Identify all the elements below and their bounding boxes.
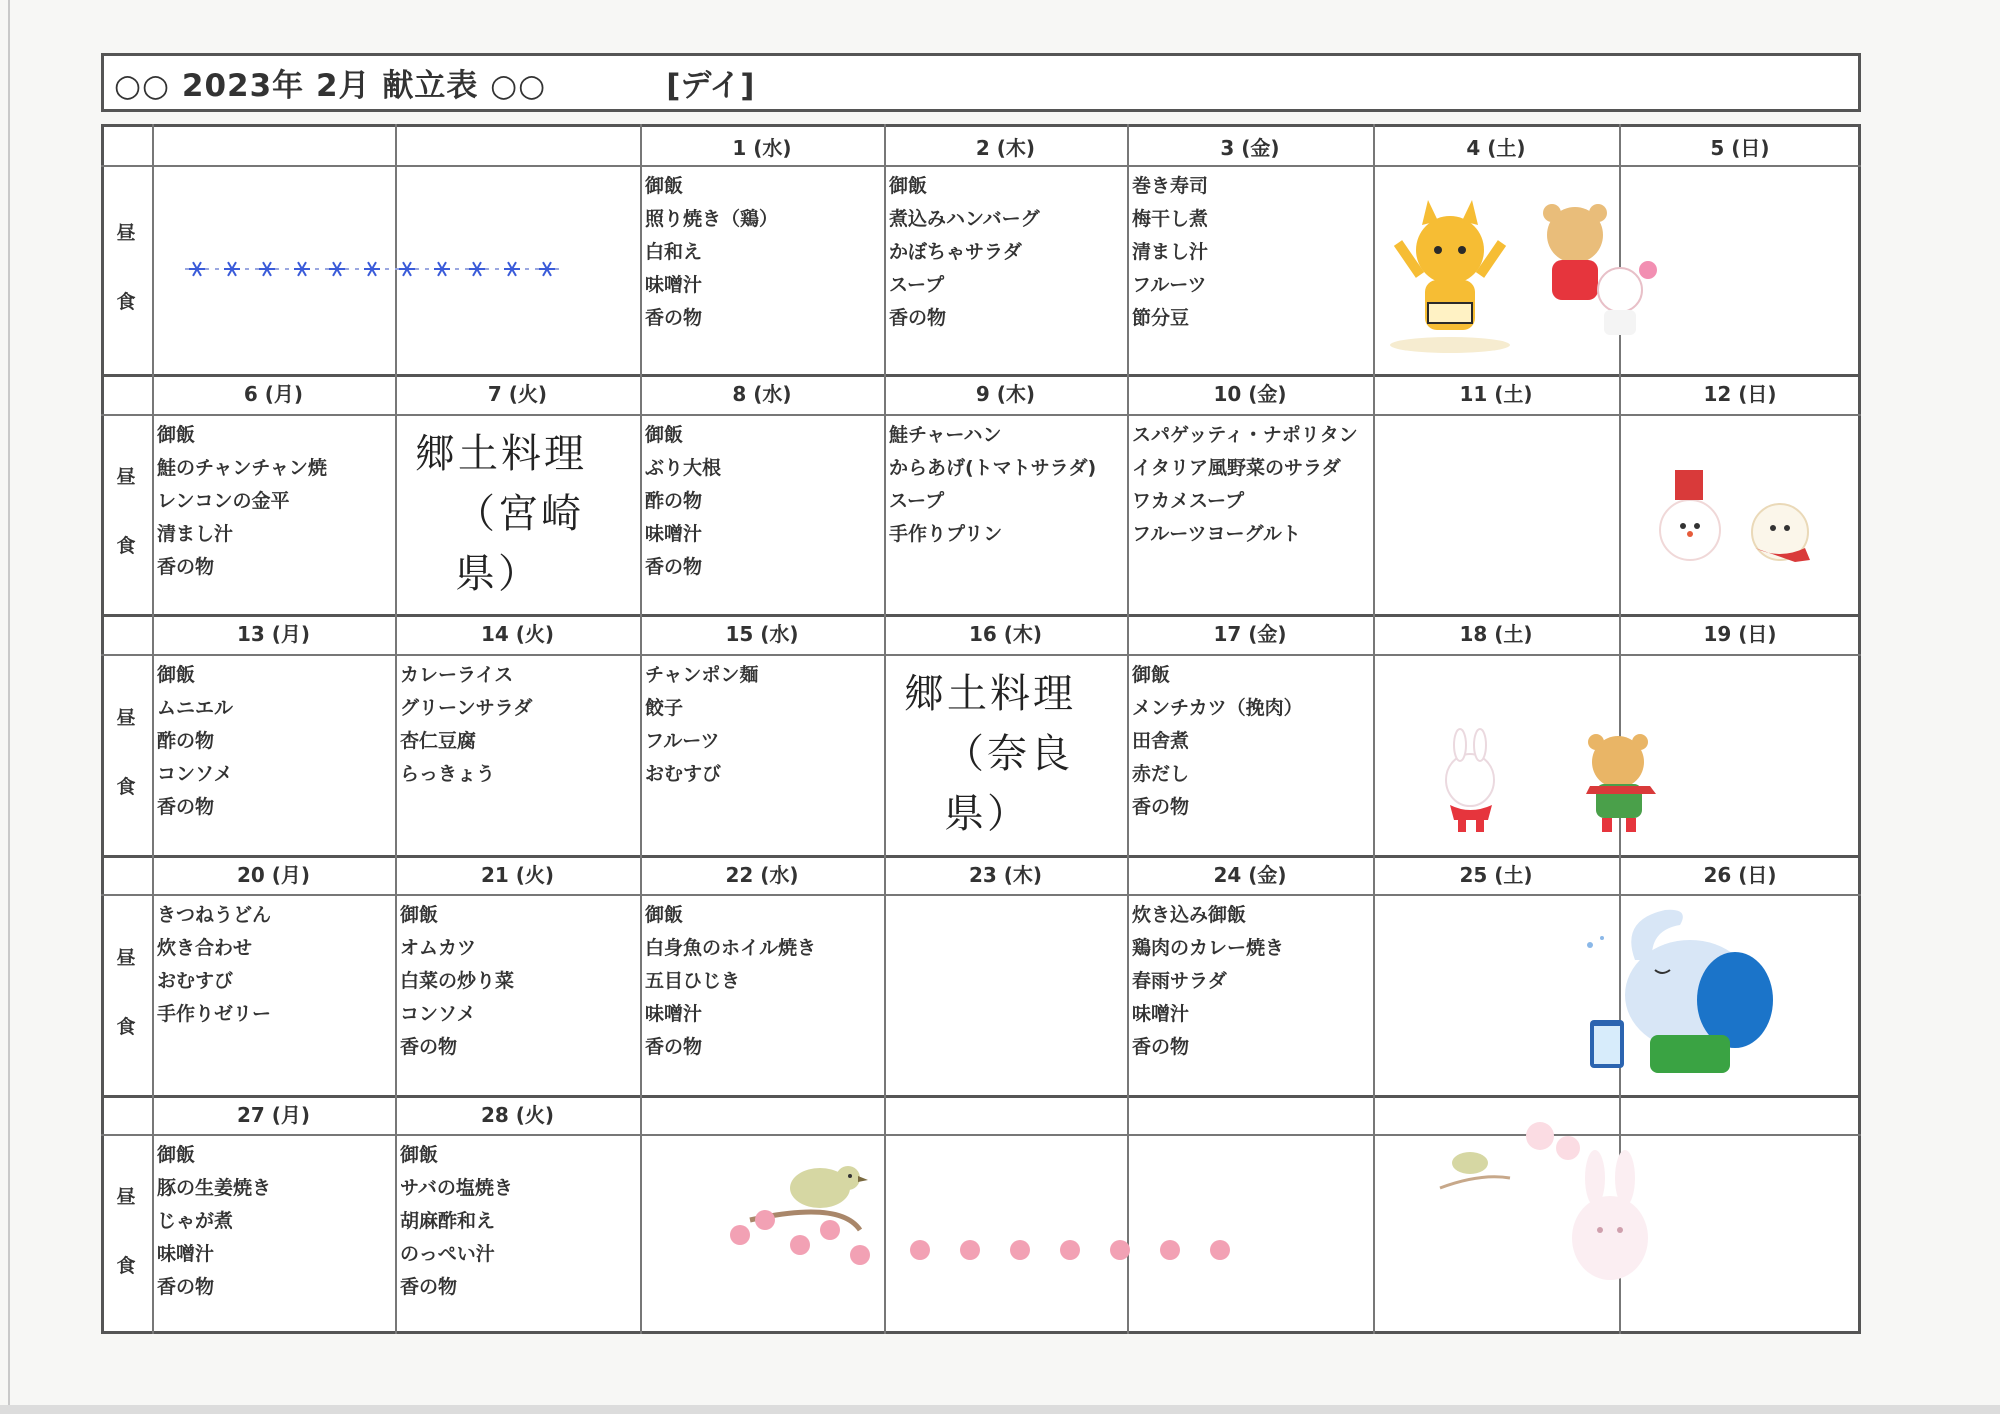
menu-item: 白身魚のホイル焼き <box>645 937 817 959</box>
bird-and-rabbit-illustration <box>1420 1118 1680 1308</box>
day-header: 16 (木) <box>968 622 1043 646</box>
menu-item: 御飯 <box>645 175 684 197</box>
menu-item: 餃子 <box>645 697 684 719</box>
grid-line <box>101 654 1861 656</box>
day-header <box>640 1098 884 1132</box>
menu-item: 味噌汁 <box>645 1003 703 1025</box>
day-header: 1 (水) <box>732 136 792 160</box>
plum-blossom-icon <box>1060 1240 1080 1260</box>
grid-line <box>640 124 642 1334</box>
menu-item: 炊き込み御飯 <box>1132 904 1247 926</box>
menu-item: イタリア風野菜のサラダ <box>1132 457 1341 479</box>
day-header: 18 (土) <box>1459 622 1533 646</box>
menu-item: 香の物 <box>157 796 215 818</box>
menu-item: メンチカツ（挽肉） <box>1132 697 1303 719</box>
day-header: 6 (月) <box>243 382 304 406</box>
menu-item: 味噌汁 <box>645 274 703 296</box>
menu-item: 御飯 <box>889 175 928 197</box>
oni-and-bears-illustration <box>1390 195 1670 355</box>
menu-item: 香の物 <box>645 556 703 578</box>
day-header: 15 (水) <box>725 622 799 646</box>
day-header: 21 (火) <box>480 863 555 887</box>
meal-label <box>101 943 151 1039</box>
meal-label-line2: 食 <box>116 1255 136 1277</box>
menu-item: 御飯 <box>400 1144 439 1166</box>
day-menu <box>400 899 637 1064</box>
snowmen-illustration <box>1645 460 1825 570</box>
menu-item: 節分豆 <box>1132 307 1190 329</box>
day-menu <box>157 899 392 1031</box>
meal-label-line1: 昼 <box>116 466 136 488</box>
day-header: 12 (日) <box>1703 382 1777 406</box>
plum-blossom-icon <box>850 1245 870 1265</box>
menu-item: 御飯 <box>157 1144 196 1166</box>
meal-label-line1: 昼 <box>116 706 136 729</box>
menu-item: コンソメ <box>400 1003 476 1025</box>
plum-blossom-icon <box>1160 1240 1180 1260</box>
menu-item: 御飯 <box>1132 664 1171 686</box>
plum-blossom-icon <box>1210 1240 1230 1260</box>
menu-item: 味噌汁 <box>1132 1003 1190 1025</box>
menu-item: 香の物 <box>1132 1036 1190 1058</box>
plum-blossom-icon <box>820 1220 840 1240</box>
day-header: 20 (月) <box>236 863 311 887</box>
menu-item: 香の物 <box>157 556 215 578</box>
menu-item: 御飯 <box>645 424 684 446</box>
day-header: 7 (火) <box>487 382 548 406</box>
menu-item: おむすび <box>157 970 234 992</box>
menu-item: 香の物 <box>645 307 703 329</box>
day-menu <box>400 659 637 791</box>
menu-item: 鮭のチャンチャン焼 <box>157 457 327 479</box>
plum-blossom-icon <box>755 1210 775 1230</box>
plum-blossom-icon <box>790 1235 810 1255</box>
handwritten-note <box>904 664 1122 844</box>
day-header: 3 (金) <box>1220 136 1280 160</box>
day-header <box>884 1098 1127 1132</box>
plum-blossom-icon <box>1010 1240 1030 1260</box>
menu-item: グリーンサラダ <box>400 697 533 719</box>
menu-item: 御飯 <box>400 904 439 926</box>
day-menu <box>157 1139 392 1304</box>
rabbit-and-bear-illustration <box>1420 720 1670 840</box>
menu-item: フルーツ <box>1132 274 1207 296</box>
menu-item: スープ <box>889 490 945 512</box>
grid-line <box>101 414 1861 416</box>
grid-line <box>152 124 154 1334</box>
day-menu <box>889 419 1124 551</box>
day-menu <box>645 419 881 584</box>
menu-item: 香の物 <box>400 1276 458 1298</box>
menu-item: 清まし汁 <box>157 523 234 545</box>
day-header <box>1127 1098 1373 1132</box>
day-header: 25 (土) <box>1459 863 1533 887</box>
day-menu <box>1132 899 1370 1064</box>
day-menu <box>645 170 881 335</box>
day-header: 26 (日) <box>1703 863 1777 887</box>
meal-label-line1: 昼 <box>116 946 136 969</box>
meal-label-line2: 食 <box>116 775 136 798</box>
menu-item: 手作りプリン <box>889 523 1003 545</box>
handwritten-line: （奈良県） <box>944 731 1073 837</box>
menu-item: 白和え <box>645 241 703 263</box>
day-header <box>152 131 395 165</box>
meal-label-line1: 昼 <box>116 1186 136 1208</box>
menu-item: 鮭チャーハン <box>889 424 1002 446</box>
menu-item: 白菜の炒り菜 <box>400 970 515 992</box>
page-subtitle: [デイ] <box>666 68 755 104</box>
menu-item: オムカツ <box>400 937 477 959</box>
menu-item: 田舎煮 <box>1132 730 1190 752</box>
menu-item: 照り焼き（鶏） <box>645 208 779 230</box>
day-menu <box>1132 170 1370 335</box>
menu-item: 酢の物 <box>645 490 703 512</box>
menu-item: 御飯 <box>157 424 196 446</box>
day-menu <box>157 419 392 584</box>
menu-item: 香の物 <box>1132 796 1190 818</box>
scan-edge-bottom <box>0 1405 2000 1414</box>
title-bar <box>101 53 1861 112</box>
menu-item: 香の物 <box>889 307 947 329</box>
menu-item: 胡麻酢和え <box>400 1210 496 1232</box>
day-header: 9 (木) <box>975 382 1036 406</box>
meal-label-line1: 昼 <box>116 221 136 244</box>
day-header: 22 (水) <box>725 863 799 887</box>
menu-item: 五目ひじき <box>645 970 741 992</box>
menu-item: 巻き寿司 <box>1132 175 1209 197</box>
grid-line <box>884 124 886 1334</box>
meal-label <box>101 218 151 314</box>
bird-plum-blossom-illustration <box>720 1160 1240 1270</box>
handwritten-line: （宮崎県） <box>455 491 584 597</box>
menu-item: 味噌汁 <box>645 523 703 545</box>
menu-item: 清まし汁 <box>1132 241 1209 263</box>
plum-blossom-icon <box>910 1240 930 1260</box>
day-header: 4 (土) <box>1466 136 1526 160</box>
menu-item: らっきょう <box>400 763 496 785</box>
day-header: 14 (火) <box>480 622 555 646</box>
menu-item: 味噌汁 <box>157 1243 215 1265</box>
day-header <box>395 131 640 165</box>
menu-item: 香の物 <box>157 1276 215 1298</box>
day-menu <box>400 1139 637 1304</box>
menu-item: サバの塩焼き <box>400 1177 513 1199</box>
menu-item: チャンポン麺 <box>645 664 759 686</box>
day-header: 28 (火) <box>480 1103 555 1127</box>
grid-line <box>395 124 397 1334</box>
snowflake-garland-icon <box>185 253 565 285</box>
menu-item: 杏仁豆腐 <box>400 730 477 752</box>
menu-item: じゃが煮 <box>157 1210 234 1232</box>
handwritten-note <box>415 424 635 604</box>
grid-line <box>1373 124 1375 1334</box>
menu-item: 炊き合わせ <box>157 937 253 959</box>
menu-item: かぼちゃサラダ <box>889 241 1022 263</box>
menu-item: 赤だし <box>1132 763 1190 785</box>
plum-blossom-icon <box>960 1240 980 1260</box>
day-header: 10 (金) <box>1213 382 1287 406</box>
meal-label-line2: 食 <box>116 290 136 313</box>
grid-line <box>101 165 1861 167</box>
day-menu <box>889 170 1124 335</box>
day-menu <box>157 659 392 824</box>
meal-label <box>101 1182 151 1278</box>
menu-item: 煮込みハンバーグ <box>889 208 1040 230</box>
menu-item: 香の物 <box>400 1036 458 1058</box>
menu-item: のっぺい汁 <box>400 1243 495 1265</box>
menu-item: おむすび <box>645 763 722 785</box>
menu-item: 春雨サラダ <box>1132 970 1227 992</box>
day-menu <box>645 659 881 791</box>
day-header: 19 (日) <box>1703 622 1777 646</box>
menu-item: ぶり大根 <box>645 457 722 479</box>
handwritten-line: 郷土料理 <box>415 431 587 477</box>
day-header: 11 (土) <box>1459 382 1533 406</box>
day-header: 5 (日) <box>1710 136 1770 160</box>
menu-item: 御飯 <box>157 664 196 686</box>
menu-item: 香の物 <box>645 1036 703 1058</box>
day-header: 13 (月) <box>236 622 311 646</box>
day-header: 23 (木) <box>968 863 1043 887</box>
menu-item: 手作りゼリー <box>157 1003 272 1025</box>
day-header: 17 (金) <box>1213 622 1287 646</box>
page-title: ○○ 2023年 2月 献立表 ○○ <box>114 68 547 104</box>
scan-edge <box>8 0 10 1414</box>
day-menu <box>645 899 881 1064</box>
menu-item: 梅干し煮 <box>1132 208 1209 230</box>
menu-item: 御飯 <box>645 904 684 926</box>
day-menu <box>1132 419 1370 551</box>
menu-item: コンソメ <box>157 763 233 785</box>
meal-label-line2: 食 <box>116 535 136 557</box>
handwritten-line: 郷土料理 <box>904 671 1076 717</box>
menu-item: フルーツ <box>645 730 720 752</box>
day-header: 8 (水) <box>732 382 792 406</box>
grid-line <box>101 894 1861 896</box>
day-header: 24 (金) <box>1213 863 1287 887</box>
menu-item: 鶏肉のカレー焼き <box>1132 937 1285 959</box>
plum-blossom-icon <box>730 1225 750 1245</box>
menu-item: 豚の生姜焼き <box>157 1177 272 1199</box>
elephant-illustration <box>1580 900 1780 1080</box>
menu-item: 酢の物 <box>157 730 215 752</box>
menu-item: カレーライス <box>400 664 514 686</box>
menu-item: からあげ(トマトサラダ) <box>889 457 1097 479</box>
menu-item: きつねうどん <box>157 904 272 926</box>
meal-label <box>101 462 151 558</box>
meal-label-line2: 食 <box>116 1015 136 1038</box>
day-header: 27 (月) <box>236 1103 311 1127</box>
menu-item: ムニエル <box>157 697 234 719</box>
menu-item: レンコンの金平 <box>157 490 290 512</box>
menu-item: スープ <box>889 274 945 296</box>
day-menu <box>1132 659 1370 824</box>
day-header: 2 (木) <box>975 136 1036 160</box>
grid-line <box>1127 124 1129 1334</box>
menu-item: ワカメスープ <box>1132 490 1245 512</box>
meal-label <box>101 703 151 799</box>
plum-blossom-icon <box>1110 1240 1130 1260</box>
menu-item: フルーツヨーグルト <box>1132 523 1301 545</box>
menu-item: スパゲッティ・ナポリタン <box>1132 424 1358 446</box>
